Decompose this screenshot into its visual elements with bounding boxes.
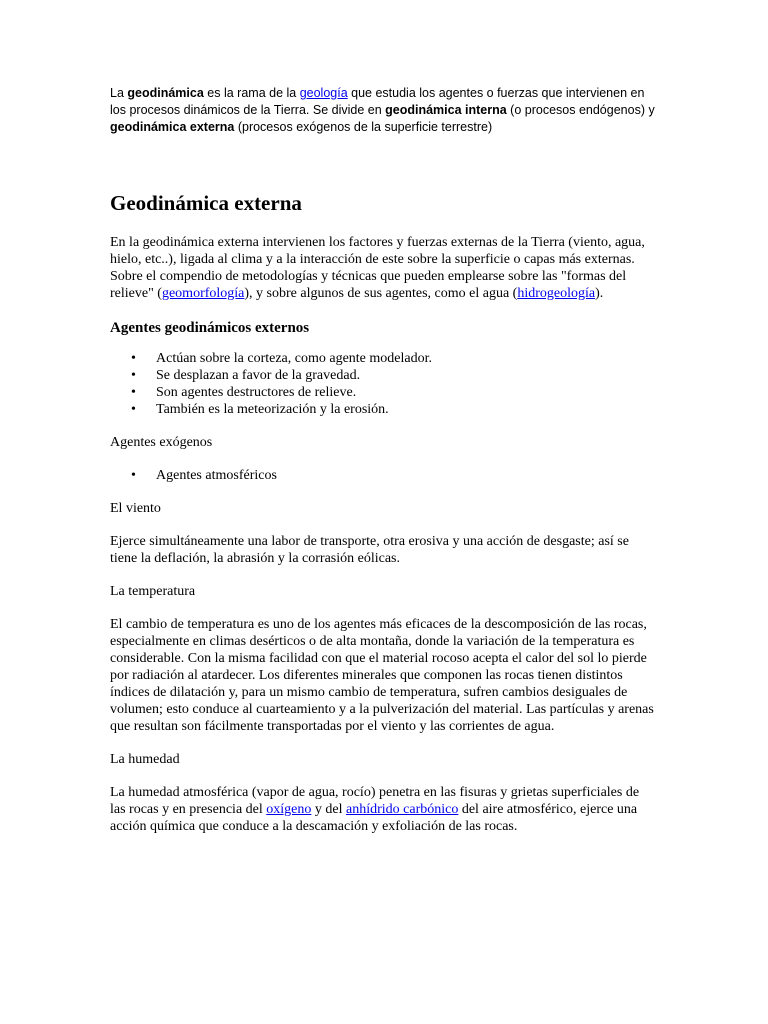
section-text: En la geodinámica externa intervienen los factores y fuerzas externas de la Tierra (viento, agua, hielo, etc..), ligada al clima y a la interacción de este sobre la superficie o capas más externas. Sobre el compendio de metodologías y técnicas que pueden emplearse sobre las "formas del relieve" ( bbox=[110, 235, 645, 301]
exogenos-label: Agentes exógenos bbox=[110, 435, 213, 450]
term-geodinamica: geodinámica bbox=[127, 86, 204, 100]
section-text: ). bbox=[595, 286, 604, 301]
link-oxigeno[interactable]: oxígeno bbox=[266, 802, 312, 817]
document-page bbox=[110, 85, 658, 851]
list-item-text: Se desplazan a favor de la gravedad. bbox=[156, 368, 361, 383]
list-item-text: Actúan sobre la corteza, como agente modelador. bbox=[156, 351, 432, 366]
intro-text: (o procesos endógenos) y bbox=[506, 103, 655, 117]
bullet-icon: • bbox=[131, 402, 136, 417]
intro-text: La bbox=[110, 86, 128, 100]
bullet-icon: • bbox=[131, 468, 136, 483]
list-item bbox=[131, 384, 658, 401]
agentes-list bbox=[110, 350, 658, 418]
intro-paragraph bbox=[110, 85, 658, 136]
intro-text: que estudia los agentes o fuerzas que intervienen en los procesos dinámicos de la Tierra. Se divide en bbox=[110, 86, 645, 117]
term-geodinamica-interna: geodinámica interna bbox=[385, 103, 507, 117]
link-geologia[interactable]: geología bbox=[299, 86, 348, 100]
link-geomorfologia[interactable]: geomorfología bbox=[161, 286, 245, 301]
humedad-heading: La humedad bbox=[110, 752, 180, 767]
list-item-text: Agentes atmosféricos bbox=[156, 468, 277, 483]
agentes-heading: Agentes geodinámicos externos bbox=[110, 320, 310, 336]
humedad-paragraph bbox=[110, 784, 658, 835]
list-item bbox=[131, 467, 658, 484]
exogenos-list bbox=[110, 467, 658, 484]
viento-heading: El viento bbox=[110, 501, 161, 516]
humedad-text: y del bbox=[311, 802, 346, 817]
list-item bbox=[131, 367, 658, 384]
term-geodinamica-externa: geodinámica externa bbox=[110, 120, 235, 134]
section-text: ), y sobre algunos de sus agentes, como el agua ( bbox=[244, 286, 518, 301]
section-paragraph bbox=[110, 234, 658, 302]
humedad-text: La humedad atmosférica (vapor de agua, rocío) penetra en las fisuras y grietas superficiales de las rocas y en presencia del bbox=[110, 785, 640, 817]
section-heading: Geodinámica externa bbox=[110, 191, 302, 215]
humedad-text: del aire atmosférico, ejerce una acción química que conduce a la descamación y exfoliación de las rocas. bbox=[110, 802, 638, 834]
viento-paragraph: Ejerce simultáneamente una labor de transporte, otra erosiva y una acción de desgaste; así se tiene la deflación, la abrasión y la corrasión eólicas. bbox=[110, 534, 629, 566]
link-hidrogeologia[interactable]: hidrogeología bbox=[517, 286, 596, 301]
bullet-icon: • bbox=[131, 385, 136, 400]
list-item bbox=[131, 350, 658, 367]
list-item-text: Son agentes destructores de relieve. bbox=[156, 385, 357, 400]
bullet-icon: • bbox=[131, 368, 136, 383]
intro-text: (procesos exógenos de la superficie terrestre) bbox=[234, 120, 493, 134]
temperatura-paragraph: El cambio de temperatura es uno de los agentes más eficaces de la descomposición de las rocas, especialmente en climas desérticos o de alta montaña, donde la variación de la temperatura es considerable. Con la misma facilidad con que el material rocoso acepta el calor del sol lo pierde por radiación al atardecer. Los diferentes minerales que componen las rocas tienen distintos índices de dilatación y, para un mismo cambio de temperatura, sufren cambios desiguales de volumen; esto conduce al cuarteamiento y a la pulverización del material. Las partículas y arenas que resultan son fácilmente transportadas por el viento y las corrientes de agua. bbox=[110, 617, 654, 734]
link-anhidrido-carbonico[interactable]: anhídrido carbónico bbox=[345, 802, 459, 817]
bullet-icon: • bbox=[131, 351, 136, 366]
intro-text: es la rama de la bbox=[203, 86, 300, 100]
list-item-text: También es la meteorización y la erosión. bbox=[156, 402, 389, 417]
list-item bbox=[131, 401, 658, 418]
temperatura-heading: La temperatura bbox=[110, 584, 196, 599]
